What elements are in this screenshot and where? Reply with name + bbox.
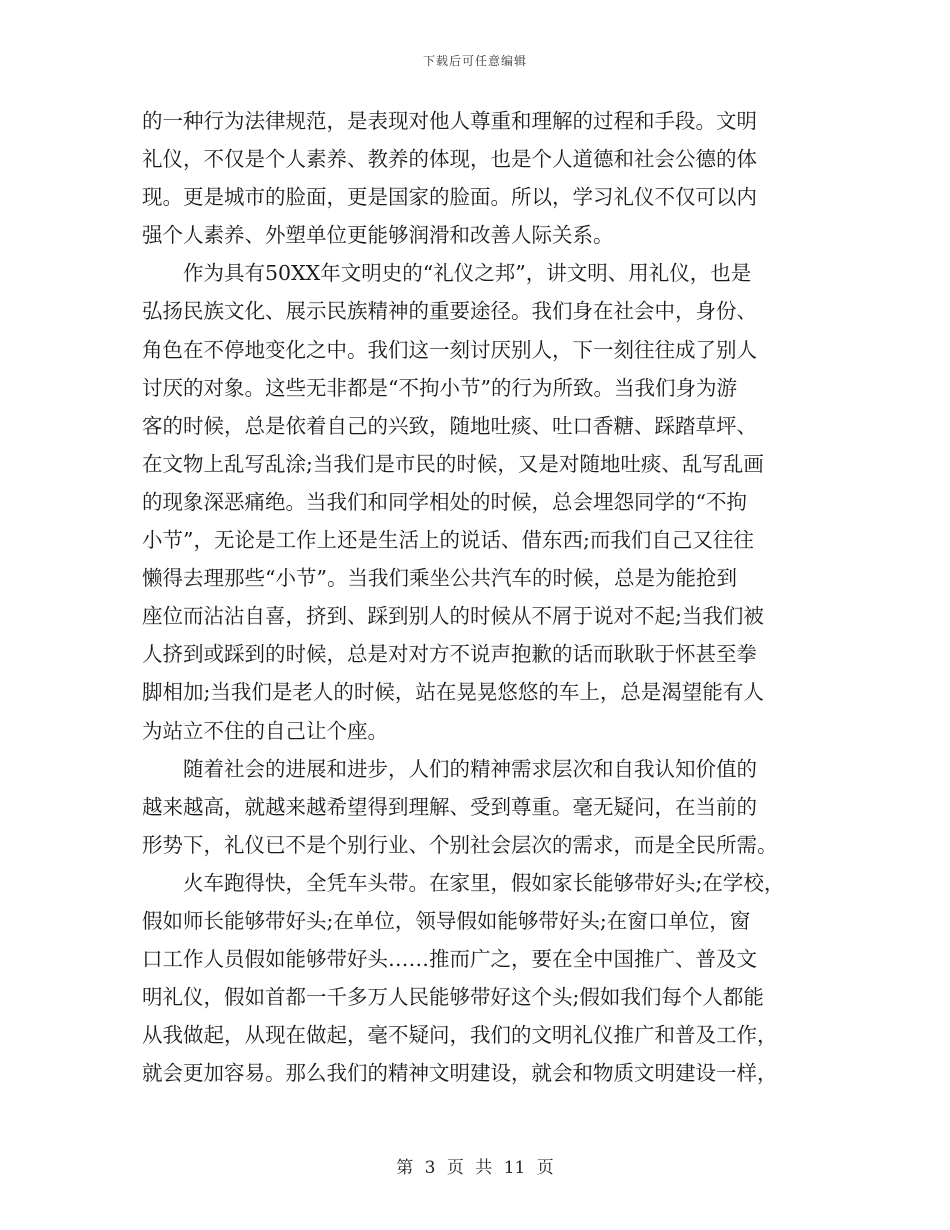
text-line: 座位而沾沾自喜，挤到、踩到别人的时候从不屑于说对不起;当我们被 [142, 604, 764, 629]
text-line: 越来越高，就越来越希望得到理解、受到尊重。毫无疑问，在当前的 [142, 794, 757, 819]
text-line: 形势下，礼仪已不是个别行业、个别社会层次的需求，而是全民所需。 [142, 832, 778, 857]
text-line: 弘扬民族文化、展示民族精神的重要途径。我们身在社会中，身份、 [142, 299, 757, 324]
text-line: 为站立不住的自己让个座。 [142, 718, 388, 743]
text-line: 小节”，无论是工作上还是生活上的说话、借东西;而我们自己又往往 [142, 528, 754, 553]
text-line: 的一种行为法律规范，是表现对他人尊重和理解的过程和手段。文明 [142, 109, 757, 133]
text-line: 礼仪，不仅是个人素养、教养的体现，也是个人道德和社会公德的体 [142, 147, 757, 172]
text-line: 就会更加容易。那么我们的精神文明建设，就会和物质文明建设一样， [142, 1061, 778, 1086]
text-line: 现。更是城市的脸面，更是国家的脸面。所以，学习礼仪不仅可以内 [142, 185, 757, 210]
text-line: 客的时候，总是依着自己的兴致，随地吐痰、吐口香糖、踩踏草坪、 [142, 413, 757, 438]
text-line: 讨厌的对象。这些无非都是“不拘小节”的行为所致。当我们身为游 [142, 375, 737, 400]
page-header: 下载后可任意编辑 [422, 54, 527, 68]
text-line: 假如师长能够带好头;在单位，领导假如能够带好头;在窗口单位，窗 [142, 908, 751, 933]
text-line: 脚相加;当我们是老人的时候，站在晃晃悠悠的车上，总是渴望能有人 [142, 680, 764, 705]
text-line: 在文物上乱写乱涂;当我们是市民的时候，又是对随地吐痰、乱写乱画 [142, 451, 764, 476]
text-line: 随着社会的进展和进步，人们的精神需求层次和自我认知价值的 [142, 756, 757, 781]
text-line: 火车跑得快，全凭车头带。在家里，假如家长能够带好头;在学校， [142, 870, 785, 895]
page-number-footer: 第 3 页 共 11 页 [396, 1158, 554, 1178]
text-line: 明礼仪，假如首都一千多万人民能够带好这个头;假如我们每个人都能 [142, 985, 764, 1010]
document-body [142, 102, 810, 1092]
text-line: 从我做起，从现在做起，毫不疑问，我们的文明礼仪推广和普及工作， [142, 1023, 778, 1048]
text-line: 强个人素养、外塑单位更能够润滑和改善人际关系。 [142, 223, 614, 248]
text-line: 懒得去理那些“小节”。当我们乘坐公共汽车的时候，总是为能抢到 [142, 566, 737, 591]
text-line: 作为具有50XX年文明史的“礼仪之邦”，讲文明、用礼仪，也是 [142, 261, 752, 286]
text-line: 口工作人员假如能够带好头……推而广之，要在全中国推广、普及文 [142, 947, 757, 972]
text-line: 角色在不停地变化之中。我们这一刻讨厌别人，下一刻往往成了别人 [142, 337, 757, 362]
text-line: 人挤到或踩到的时候，总是对对方不说声抱歉的话而耿耿于怀甚至拳 [142, 642, 757, 667]
text-line: 的现象深恶痛绝。当我们和同学相处的时候，总会埋怨同学的“不拘 [142, 489, 747, 514]
